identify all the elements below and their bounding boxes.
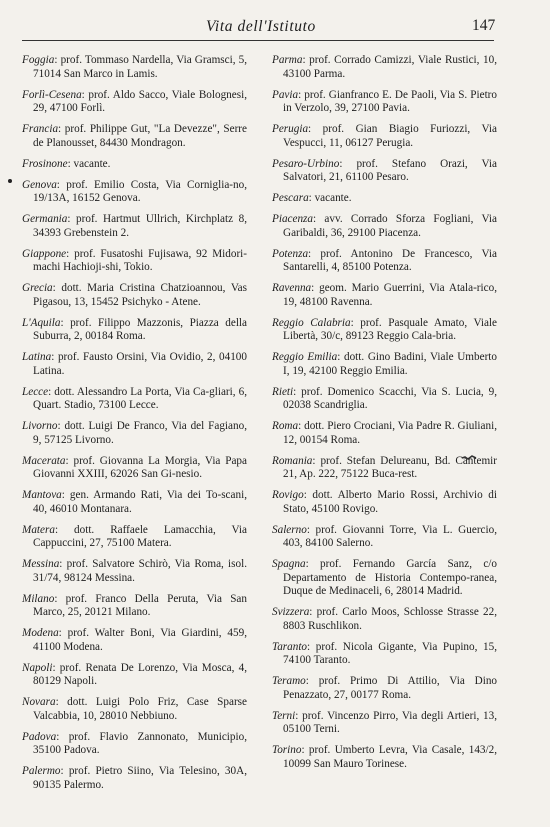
directory-entry: Padova: prof. Flavio Zannonato, Municipio, 35100 Padova. (22, 730, 247, 756)
entry-place: Salerno (272, 523, 307, 536)
entry-address: prof. Vincenzo Pirro, Via degli Artieri, 13, 05100 Terni. (283, 709, 497, 735)
entry-place: Grecia (22, 282, 53, 294)
entry-place: Francia (22, 123, 59, 135)
entry-place: Teramo (272, 675, 306, 687)
entry-place: Lecce (22, 385, 49, 398)
entry-place: Spagna (272, 558, 306, 570)
directory-entry: Forlì-Cesena: prof. Aldo Sacco, Viale Bolognesi, 29, 47100 Forlì. (22, 88, 248, 114)
entry-address: vacante. (73, 157, 111, 170)
entry-place: Forlì-Cesena (22, 88, 82, 101)
directory-entry: Grecia: dott. Maria Cristina Chatzioannou, Vas Pigasou, 13, 15452 Psichyko - Atene. (22, 282, 248, 308)
entry-address: prof. Filippo Mazzonis, Piazza della Suburra, 2, 00184 Roma. (33, 316, 248, 342)
entry-place: Pavia (272, 88, 299, 101)
entry-address: prof. Emilio Costa, Via Corniglia-no, 19/13A, 16152 Genova. (33, 178, 248, 204)
entry-address: prof. Walter Boni, Via Giardini, 459, 41100 Modena. (33, 627, 247, 653)
directory-entry: Teramo: prof. Primo Di Attilio, Via Dino Penazzato, 27, 00177 Roma. (272, 675, 498, 701)
entry-place: Germania (22, 213, 68, 225)
left-column (22, 54, 247, 800)
directory-entry: Rovigo: dott. Alberto Mario Rossi, Archivio di Stato, 45100 Rovigo. (272, 489, 497, 515)
entry-address: prof. Domenico Scacchi, Via S. Lucia, 9, 02038 Scandriglia. (283, 385, 498, 411)
entry-address: prof. Primo Di Attilio, Via Dino Penazzato, 27, 00177 Roma. (283, 675, 498, 701)
entry-place: Romania (272, 454, 313, 467)
entry-address: dott. Maria Cristina Chatzioannou, Vas Pigasou, 13, 15452 Psichyko - Atene. (33, 282, 248, 308)
directory-entry: Ravenna: geom. Mario Guerrini, Via Atala-rico, 19, 48100 Ravenna. (272, 282, 498, 308)
entry-address: prof. Fusatoshi Fujisawa, 92 Midori-machi Hachioji-shi, Tokio. (33, 247, 248, 273)
entry-address: prof. Franco Della Peruta, Via San Marco, 25, 20121 Milano. (33, 592, 247, 618)
entry-place: Parma (272, 54, 303, 66)
directory-entry: Napoli: prof. Renata De Lorenzo, Via Mosca, 4, 80129 Napoli. (22, 661, 247, 687)
directory-entry: Salerno: prof. Giovanni Torre, Via L. Guercio, 403, 84100 Salerno. (272, 523, 498, 549)
entry-address: prof. Aldo Sacco, Viale Bolognesi, 29, 47100 Forlì. (33, 88, 248, 114)
directory-entry: Piacenza: avv. Corrado Sforza Fogliani, Via Garibaldi, 36, 29100 Piacenza. (272, 213, 498, 239)
entry-place: Foggia (22, 54, 55, 66)
directory-entry: Francia: prof. Philippe Gut, "La Devezze", Serre de Planousset, 84430 Mondragon. (22, 123, 247, 149)
entry-address: vacante. (314, 192, 352, 204)
entry-address: prof. Gianfranco E. De Paoli, Via S. Pietro in Verzolo, 39, 27100 Pavia. (283, 88, 498, 114)
header-rule (22, 40, 494, 41)
running-title: Vita dell'Istituto (206, 18, 316, 35)
entry-address: dott. Alberto Mario Rossi, Archivio di Stato, 45100 Rovigo. (283, 489, 497, 515)
entry-address: dott. Luigi De Franco, Via del Fagiano, 9, 57125 Livorno. (33, 420, 247, 446)
directory-entry: Matera: dott. Raffaele Lamacchia, Via Cappuccini, 27, 75100 Matera. (22, 523, 247, 549)
entry-address: prof. Tommaso Nardella, Via Gramsci, 5, 71014 San Marco in Lamis. (33, 54, 248, 80)
directory-entry: Romania: prof. Stefan Delureanu, Bd. Cantemir 21, Ap. 222, 75122 Buca-rest. (272, 454, 497, 480)
entry-address: prof. Gian Biagio Furiozzi, Via Vespucci, 11, 06127 Perugia. (283, 123, 498, 149)
entry-address: prof. Stefan Delureanu, Bd. Cantemir 21, Ap. 222, 75122 Buca-rest. (283, 454, 497, 480)
entry-place: Perugia (272, 123, 309, 135)
entry-place: Padova (22, 730, 57, 743)
entry-address: prof. Hartmut Ullrich, Kirchplatz 8, 34393 Grebenstein 2. (33, 213, 248, 239)
entry-address: prof. Carlo Moos, Schlosse Strasse 22, 8803 Ruschlikon. (283, 606, 497, 632)
entry-address: dott. Piero Crociani, Via Padre R. Giuliani, 12, 00154 Roma. (283, 420, 498, 446)
entry-place: Milano (22, 592, 55, 605)
entry-address: prof. Antonino De Francesco, Via Santarelli, 4, 85100 Potenza. (283, 247, 497, 273)
entry-address: prof. Flavio Zannonato, Municipio, 35100 Padova. (33, 730, 247, 756)
entry-address: prof. Stefano Orazi, Via Salvatori, 21, 61100 Pesaro. (283, 157, 498, 183)
entry-place: Novara (22, 696, 56, 708)
directory-entry: Pescara: vacante. (272, 192, 352, 204)
directory-entry: L'Aquila: prof. Filippo Mazzonis, Piazza della Suburra, 2, 00184 Roma. (22, 316, 248, 342)
directory-entry: Potenza: prof. Antonino De Francesco, Via Santarelli, 4, 85100 Potenza. (272, 247, 497, 273)
entry-address: geom. Mario Guerrini, Via Atala-rico, 19, 48100 Ravenna. (283, 282, 498, 308)
entry-place: Ravenna (272, 282, 312, 294)
entry-address: prof. Fernando García Sanz, c/o Departamento de Historia Contempo-ranea, Duque de Medinaceli, 6, 28014 Madrid. (283, 558, 497, 597)
entry-place: Macerata (22, 454, 66, 467)
entry-address: dott. Raffaele Lamacchia, Via Cappuccini, 27, 75100 Matera. (33, 523, 247, 549)
entry-place: Pesaro-Urbino (272, 157, 340, 170)
entry-place: Matera (22, 523, 55, 536)
directory-entry: Germania: prof. Hartmut Ullrich, Kirchplatz 8, 34393 Grebenstein 2. (22, 213, 248, 239)
directory-entry: Mantova: gen. Armando Rati, Via dei To-scani, 40, 46010 Montanara. (22, 489, 247, 515)
entry-address: gen. Armando Rati, Via dei To-scani, 40, 46010 Montanara. (33, 489, 247, 515)
right-column (272, 54, 497, 779)
margin-mark (8, 179, 12, 183)
directory-entry: Lecce: dott. Alessandro La Porta, Via Ca-gliari, 6, Quart. Stadio, 73100 Lecce. (22, 385, 247, 411)
directory-entry: Genova: prof. Emilio Costa, Via Corniglia-no, 19/13A, 16152 Genova. (22, 178, 248, 204)
entry-place: Mantova (22, 489, 62, 501)
entry-address: prof. Renata De Lorenzo, Via Mosca, 4, 80129 Napoli. (33, 661, 247, 687)
page-number: 147 (472, 17, 496, 34)
entry-place: L'Aquila (22, 316, 61, 329)
entry-address: prof. Pietro Siino, Via Telesino, 30A, 90135 Palermo. (33, 765, 247, 791)
entry-place: Piacenza (272, 213, 314, 225)
directory-entry: Pesaro-Urbino: prof. Stefano Orazi, Via Salvatori, 21, 61100 Pesaro. (272, 157, 498, 183)
entry-place: Taranto (272, 640, 308, 653)
entry-address: dott. Alessandro La Porta, Via Ca-gliari, 6, Quart. Stadio, 73100 Lecce. (33, 385, 247, 411)
entry-place: Reggio Emilia (272, 351, 338, 363)
directory-entry: Modena: prof. Walter Boni, Via Giardini, 459, 41100 Modena. (22, 627, 247, 653)
entry-address: prof. Fausto Orsini, Via Ovidio, 2, 04100 Latina. (33, 351, 247, 377)
entry-place: Rieti (272, 385, 294, 398)
directory-entry: Messina: prof. Salvatore Schirò, Via Roma, isol. 31/74, 98124 Messina. (22, 558, 248, 584)
directory-entry: Parma: prof. Corrado Camizzi, Viale Rustici, 10, 43100 Parma. (272, 54, 497, 80)
directory-entry: Perugia: prof. Gian Biagio Furiozzi, Via Vespucci, 11, 06127 Perugia. (272, 123, 498, 149)
directory-entry: Novara: dott. Luigi Polo Friz, Case Sparse Valcabbia, 10, 28010 Nebbiuno. (22, 696, 247, 722)
entry-address: prof. Pasquale Amato, Viale Libertà, 30/c, 89123 Reggio Cala-bria. (283, 316, 498, 342)
entry-address: prof. Umberto Levra, Via Casale, 143/2, 10099 San Mauro Torinese. (283, 744, 498, 770)
directory-entry: Torino: prof. Umberto Levra, Via Casale, 143/2, 10099 San Mauro Torinese. (272, 744, 498, 770)
entry-address: prof. Corrado Camizzi, Viale Rustici, 10, 43100 Parma. (283, 54, 497, 80)
directory-entry: Reggio Emilia: dott. Gino Badini, Viale Umberto I, 19, 42100 Reggio Emilia. (272, 351, 497, 377)
directory-entry: Latina: prof. Fausto Orsini, Via Ovidio, 2, 04100 Latina. (22, 351, 247, 377)
entry-address: dott. Gino Badini, Viale Umberto I, 19, 42100 Reggio Emilia. (283, 351, 497, 377)
directory-entry: Foggia: prof. Tommaso Nardella, Via Gramsci, 5, 71014 San Marco in Lamis. (22, 54, 248, 80)
entry-address: prof. Philippe Gut, "La Devezze", Serre de Planousset, 84430 Mondragon. (33, 123, 247, 149)
directory-entry: Palermo: prof. Pietro Siino, Via Telesino, 30A, 90135 Palermo. (22, 765, 247, 791)
directory-entry: Roma: dott. Piero Crociani, Via Padre R. Giuliani, 12, 00154 Roma. (272, 420, 498, 446)
directory-entry: Terni: prof. Vincenzo Pirro, Via degli Artieri, 13, 05100 Terni. (272, 709, 497, 735)
entry-address: avv. Corrado Sforza Fogliani, Via Garibaldi, 36, 29100 Piacenza. (283, 213, 498, 239)
entry-place: Modena (22, 627, 59, 639)
entry-place: Rovigo (272, 489, 304, 501)
entry-place: Napoli (22, 661, 53, 674)
entry-place: Roma (272, 420, 299, 432)
entry-place: Svizzera (272, 606, 310, 618)
directory-entry: Giappone: prof. Fusatoshi Fujisawa, 92 Midori-machi Hachioji-shi, Tokio. (22, 247, 248, 273)
directory-entry: Pavia: prof. Gianfranco E. De Paoli, Via S. Pietro in Verzolo, 39, 27100 Pavia. (272, 88, 498, 114)
entry-place: Reggio Calabria (272, 316, 351, 329)
entry-place: Pescara (272, 192, 309, 204)
directory-entry: Rieti: prof. Domenico Scacchi, Via S. Lucia, 9, 02038 Scandriglia. (272, 385, 498, 411)
directory-entry: Reggio Calabria: prof. Pasquale Amato, Viale Libertà, 30/c, 89123 Reggio Cala-bria. (272, 316, 498, 342)
directory-entry: Spagna: prof. Fernando García Sanz, c/o Departamento de Historia Contempo-ranea, Duque de Medinaceli, 6, 28014 Madrid. (272, 558, 497, 597)
directory-entry: Macerata: prof. Giovanna La Morgia, Via Papa Giovanni XXIII, 62026 San Gi-nesio. (22, 454, 247, 480)
entry-address: prof. Giovanna La Morgia, Via Papa Giovanni XXIII, 62026 San Gi-nesio. (33, 454, 247, 480)
entry-place: Giappone (22, 247, 67, 260)
entry-place: Messina (22, 558, 60, 570)
directory-entry: Taranto: prof. Nicola Gigante, Via Pupino, 15, 74100 Taranto. (272, 640, 498, 666)
directory-entry: Livorno: dott. Luigi De Franco, Via del Fagiano, 9, 57125 Livorno. (22, 420, 247, 446)
entry-address: prof. Giovanni Torre, Via L. Guercio, 403, 84100 Salerno. (283, 523, 498, 549)
entry-address: dott. Luigi Polo Friz, Case Sparse Valcabbia, 10, 28010 Nebbiuno. (33, 696, 247, 722)
entry-address: prof. Salvatore Schirò, Via Roma, isol. 31/74, 98124 Messina. (33, 558, 248, 584)
directory-entry: Milano: prof. Franco Della Peruta, Via San Marco, 25, 20121 Milano. (22, 592, 247, 618)
entry-place: Torino (272, 744, 302, 756)
entry-place: Latina (22, 351, 52, 363)
entry-place: Potenza (272, 247, 309, 260)
directory-entry: Frosinone: vacante. (22, 157, 111, 170)
entry-place: Terni (272, 709, 296, 722)
entry-place: Frosinone (22, 157, 68, 170)
directory-entry: Svizzera: prof. Carlo Moos, Schlosse Strasse 22, 8803 Ruschlikon. (272, 606, 497, 632)
entry-place: Genova (22, 178, 57, 191)
entry-address: prof. Nicola Gigante, Via Pupino, 15, 74100 Taranto. (283, 640, 498, 666)
entry-place: Palermo (22, 765, 61, 777)
entry-place: Livorno (22, 420, 58, 432)
